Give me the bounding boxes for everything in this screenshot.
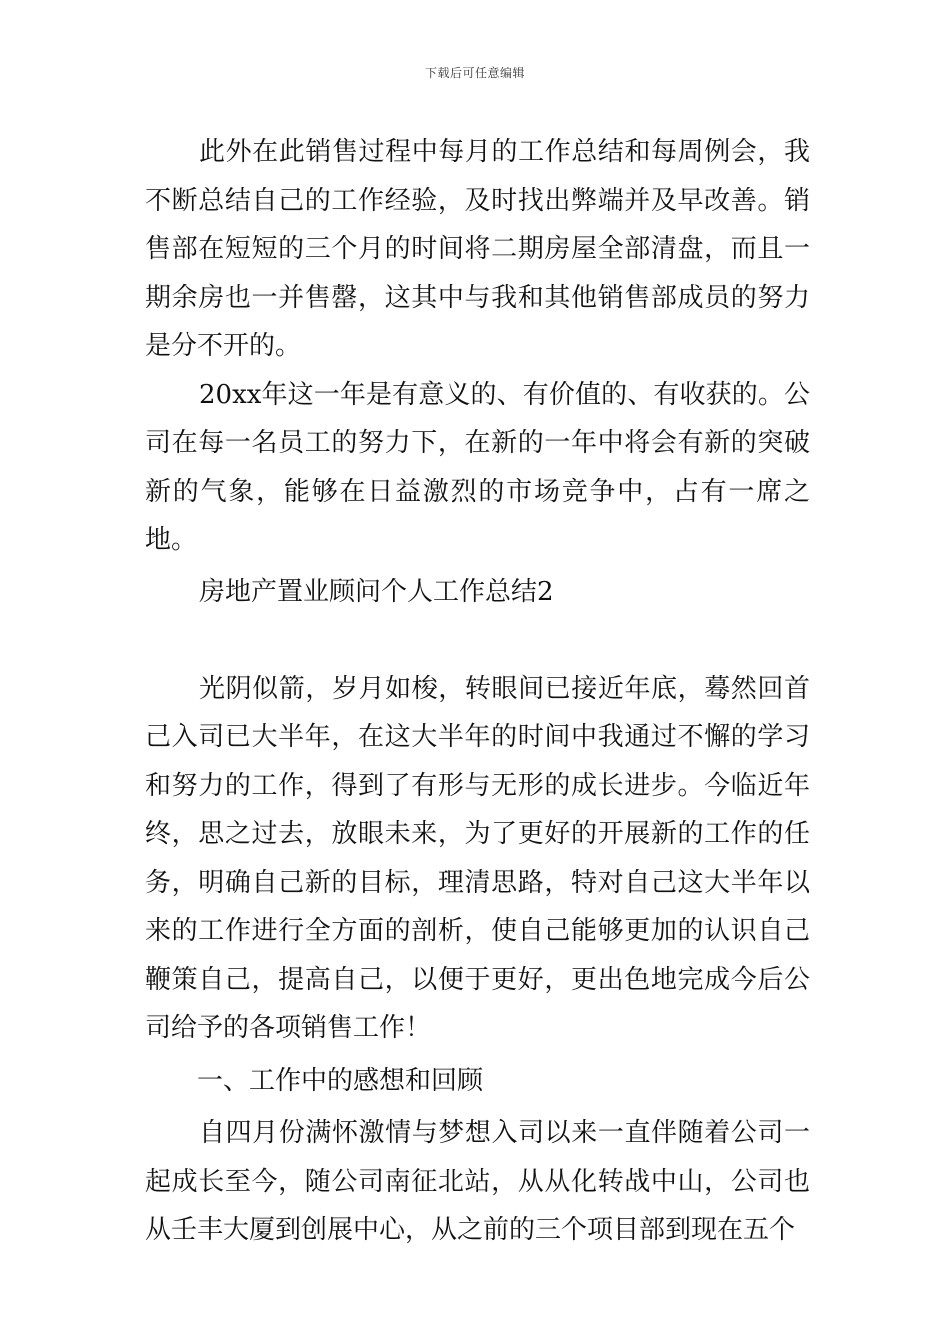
page-header-note: 下载后可任意编辑 bbox=[424, 66, 525, 80]
section-title: 房地产置业顾问个人工作总结2 bbox=[199, 576, 554, 607]
subsection-heading: 一、工作中的感想和回顾 bbox=[197, 1065, 484, 1096]
paragraph-introduction: 光阴似箭，岁月如梭，转眼间已接近年底，蓦然回首己入司已大半年，在这大半年的时间中我通过不懈的学习和努力的工作，得到了有形与无形的成长进步。今临近年终，思之过去，放眼未来，为了更好的开展新的工作的任务，明确自己新的目标，理清思路，特对自己这大半年以来的工作进行全方面的剖析，使自己能够更加的认识自己鞭策自己，提高自己，以便于更好，更出色地完成今后公司给予的各项销售工作！ bbox=[145, 673, 810, 1043]
paragraph-work-review: 自四月份满怀激情与梦想入司以来一直伴随着公司一起成长至今，随公司南征北站，从从化转战中山，公司也从壬丰大厦到创展中心，从之前的三个项目部到现在五个 bbox=[145, 1118, 810, 1245]
paragraph-sales-summary: 此外在此销售过程中每月的工作总结和每周例会，我不断总结自己的工作经验，及时找出弊端并及早改善。销售部在短短的三个月的时间将二期房屋全部清盘，而且一期余房也一并售罄，这其中与我和其他销售部成员的努力是分不开的。 bbox=[145, 137, 810, 361]
blank-line bbox=[145, 616, 810, 665]
document-body bbox=[145, 128, 810, 1255]
paragraph-year-review: 20xx年这一年是有意义的、有价值的、有收获的。公司在每一名员工的努力下，在新的一年中将会有新的突破新的气象，能够在日益激烈的市场竞争中，占有一席之地。 bbox=[145, 379, 810, 555]
